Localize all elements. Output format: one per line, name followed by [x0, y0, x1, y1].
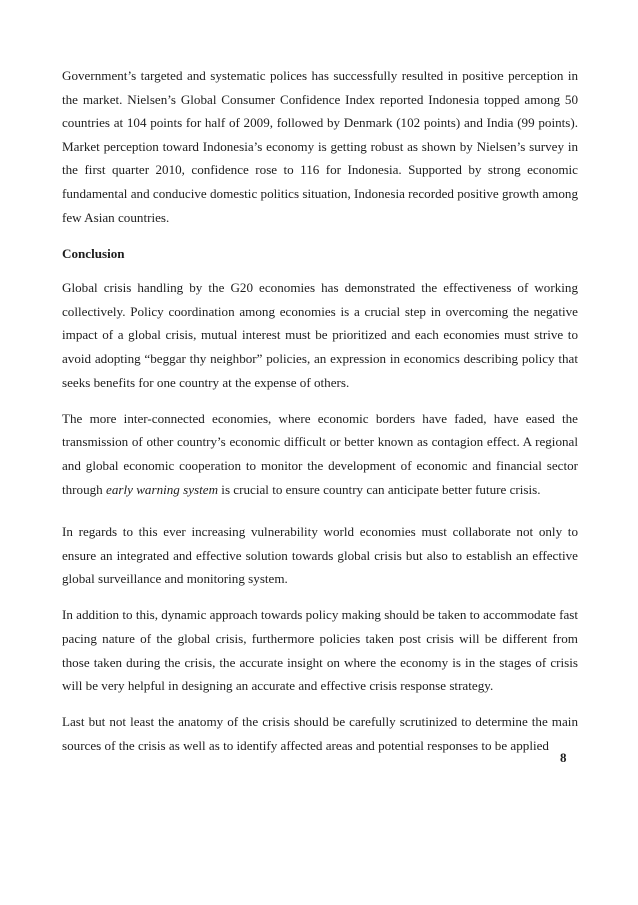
- early-warning-system-emphasis: early warning system: [106, 481, 219, 497]
- page-number: 8: [560, 750, 567, 765]
- paragraph-dynamic-policy: In addition to this, dynamic approach towards policy making should be taken to accommodate fast pacing nature of the global crisis, furthermore policies taken post crisis will be different from those taken during the crisis, the accurate insight on where the economy is in the stages of crisis will be very helpful in designing an accurate and effective crisis response strategy.: [62, 607, 578, 694]
- paragraph-g20-crisis-handling: Global crisis handling by the G20 economies has demonstrated the effectiveness of working collectively. Policy coordination among economies is a crucial step in overcoming the negative impact of a global crisis, mutual interest must be prioritized and each economies must strive to avoid adopting “beggar thy neighbor” policies, an expression in economics describing policy that seeks benefits for one country at the expense of others.: [62, 280, 578, 390]
- paragraph-contagion-effect: [62, 407, 578, 501]
- contagion-text-start: The more inter-connected economies, where economic borders have faded, have eased the transmission of other country’s economic difficult or better known as contagion effect. A regional and global economic cooperation to monitor the development of economic and financial sector through: [62, 410, 578, 497]
- paragraph-market-perception: Government’s targeted and systematic polices has successfully resulted in positive perception in the market. Nielsen’s Global Consumer Confidence Index reported Indonesia topped among 50 countries at 104 points for half of 2009, followed by Denmark (102 points) and India (99 points). Market perception toward Indonesia’s economy is getting robust as shown by Nielsen’s survey in the first quarter 2010, confidence rose to 116 for Indonesia. Supported by strong economic fundamental and conducive domestic politics situation, Indonesia recorded positive growth among few Asian countries.: [62, 68, 578, 225]
- section-heading-conclusion: Conclusion: [62, 245, 125, 261]
- document-body: [62, 64, 578, 770]
- contagion-text-end: is crucial to ensure country can anticipate better future crisis.: [218, 481, 541, 497]
- paragraph-vulnerability: In regards to this ever increasing vulnerability world economies must collaborate not only to ensure an integrated and effective solution towards global crisis but also to establish an effective global surveillance and monitoring system.: [62, 524, 578, 587]
- paragraph-crisis-anatomy: Last but not least the anatomy of the crisis should be carefully scrutinized to determine the main sources of the crisis as well as to identify affected areas and potential responses to be applied: [62, 714, 578, 753]
